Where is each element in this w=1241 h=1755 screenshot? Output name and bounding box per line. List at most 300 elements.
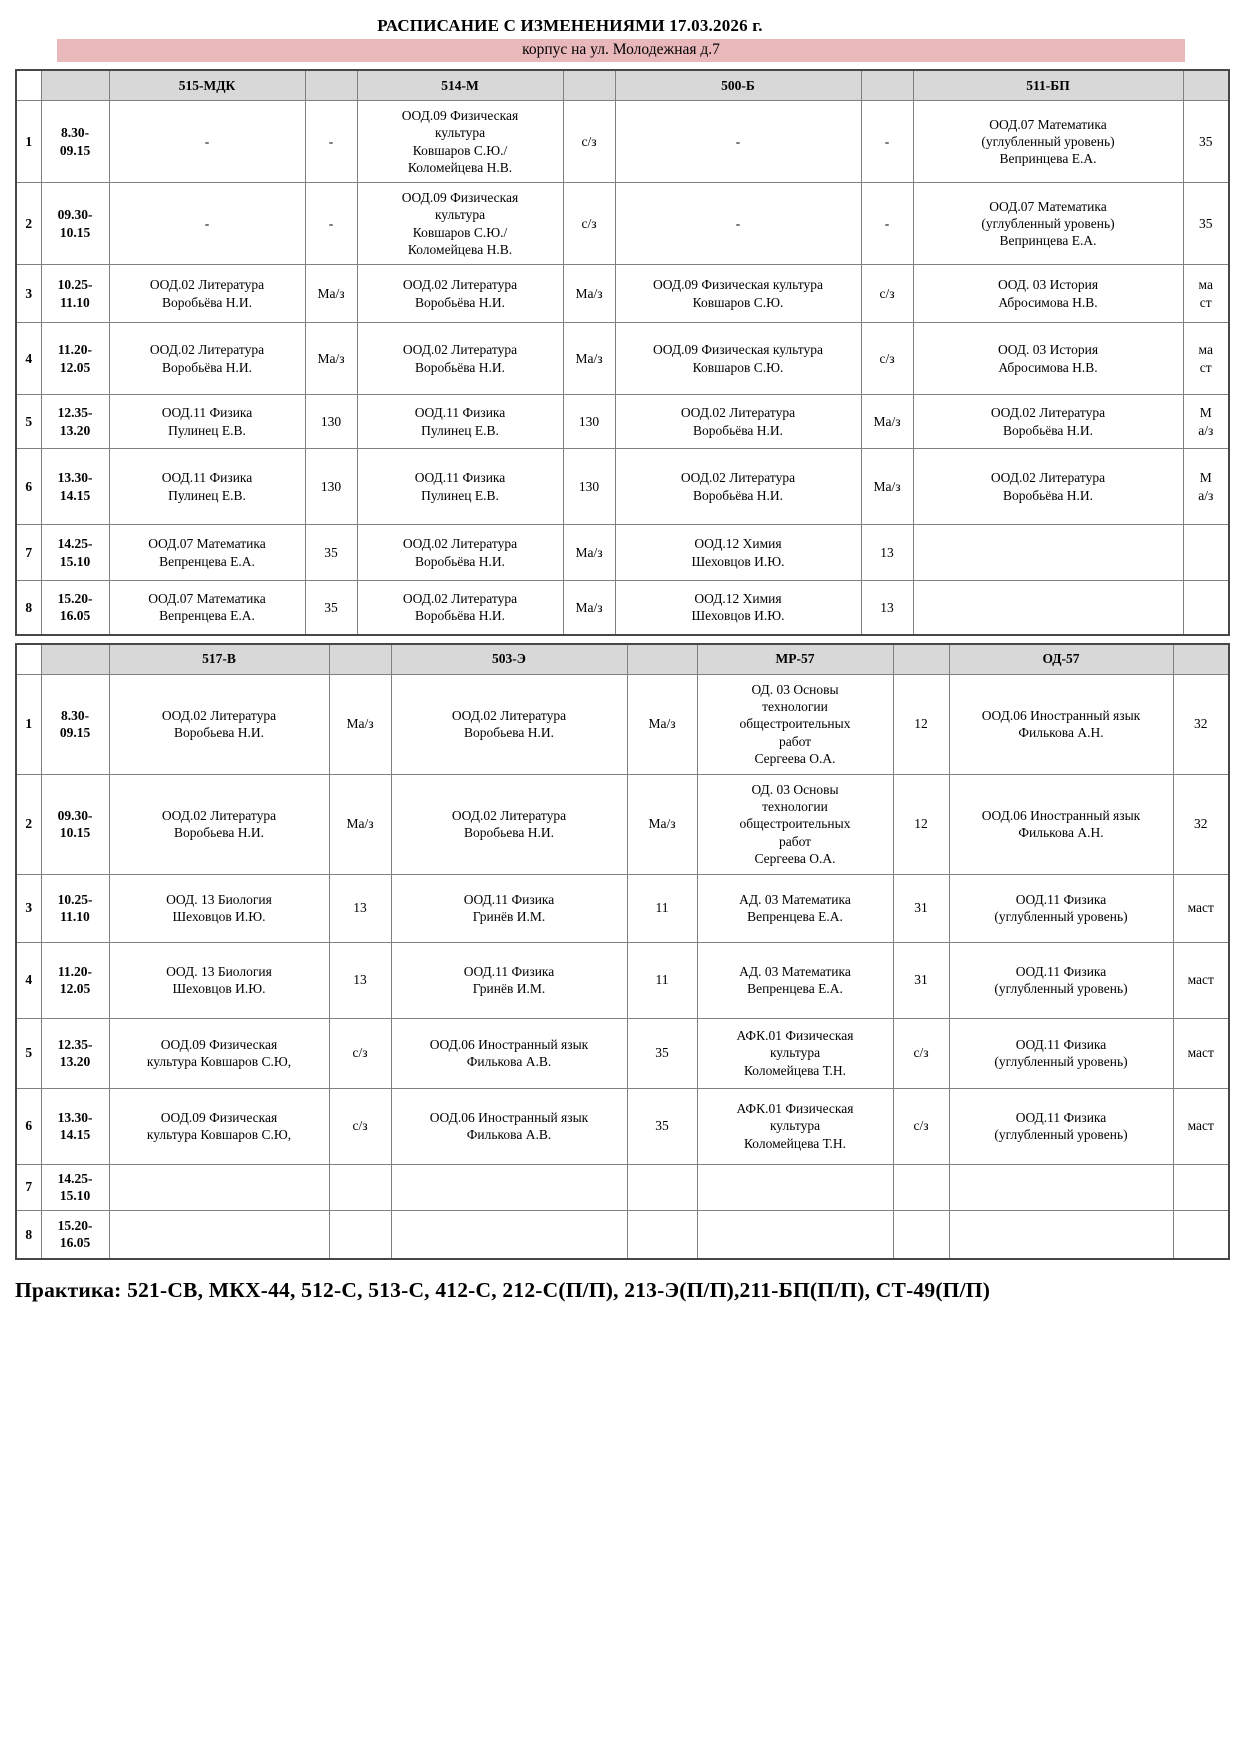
lesson-row xyxy=(16,449,1229,525)
lesson-line: ООД.02 Литература xyxy=(149,342,265,358)
lesson-number: 2 xyxy=(16,774,41,874)
lesson-line: Сергеева О.А. xyxy=(754,850,836,866)
lesson-line: - xyxy=(204,215,210,231)
header-room-cell xyxy=(1183,70,1229,101)
lesson-cell xyxy=(697,942,893,1018)
lesson-line: Воробьева Н.И. xyxy=(463,725,555,740)
lesson-cell xyxy=(357,581,563,635)
lesson-row xyxy=(16,265,1229,323)
lesson-line: Коломейцева Т.Н. xyxy=(743,1135,847,1151)
lesson-line: Вепренцева Е.А. xyxy=(159,553,255,569)
lesson-number: 8 xyxy=(16,1210,41,1259)
lesson-line: технологии xyxy=(762,699,828,715)
lesson-line: ООД.09 Физическая xyxy=(401,189,519,205)
room-line: 31 xyxy=(914,900,928,916)
lesson-line: ООД.02 Литература xyxy=(990,470,1106,486)
lesson-cell xyxy=(949,1164,1173,1210)
group-name-header: МР-57 xyxy=(697,644,893,675)
room-line: - xyxy=(328,215,334,231)
lesson-line: ООД.11 Физика xyxy=(463,891,555,907)
room-line: с/з xyxy=(913,1045,929,1061)
lesson-line: общестроительных xyxy=(739,816,851,832)
lesson-cell xyxy=(391,1164,627,1210)
lesson-line: ООД.06 Иностранный язык xyxy=(981,707,1141,723)
time-line: 15.20- xyxy=(57,1217,93,1233)
time-slot xyxy=(41,1088,109,1164)
room-line: Ма/з xyxy=(873,478,901,494)
group-name-header: 517-В xyxy=(109,644,329,675)
lesson-cell xyxy=(697,1088,893,1164)
room-cell xyxy=(861,101,913,183)
lesson-cell xyxy=(109,874,329,942)
room-line: Ма/з xyxy=(317,285,345,301)
lesson-row xyxy=(16,1018,1229,1088)
lesson-line: ООД.11 Физика xyxy=(161,470,253,486)
room-line: 13 xyxy=(880,599,894,615)
lesson-line: Коломейцева Т.Н. xyxy=(743,1062,847,1078)
room-line: Ма/з xyxy=(346,816,374,832)
room-line: маст xyxy=(1187,972,1214,988)
lesson-line: Шеховцов И.Ю. xyxy=(172,909,266,924)
time-slot xyxy=(41,525,109,581)
lesson-cell xyxy=(391,874,627,942)
lesson-line: Воробьёва Н.И. xyxy=(1002,422,1094,438)
lesson-line: Пулинец Е.В. xyxy=(421,487,499,503)
lesson-line: ООД.07 Математика xyxy=(148,590,266,606)
lesson-cell xyxy=(615,581,861,635)
lesson-line: Воробьёва Н.И. xyxy=(414,608,506,624)
room-cell xyxy=(1183,395,1229,449)
header-room-cell xyxy=(329,644,391,675)
time-line: 12.05 xyxy=(59,981,91,996)
room-line: 13 xyxy=(353,972,367,988)
header-blank-cell xyxy=(41,70,109,101)
room-line: с/з xyxy=(581,215,597,231)
lesson-cell xyxy=(109,1088,329,1164)
header-room-cell xyxy=(563,70,615,101)
group-name-header: 515-МДК xyxy=(109,70,305,101)
room-line: 35 xyxy=(324,599,338,615)
lesson-line: (углубленный уровень) xyxy=(981,133,1115,149)
room-line: 11 xyxy=(655,900,669,916)
room-line: 130 xyxy=(320,478,342,494)
room-line: - xyxy=(884,133,890,149)
lesson-line: общестроительных xyxy=(739,716,851,732)
room-cell xyxy=(305,265,357,323)
time-line: 11.20- xyxy=(57,342,93,358)
lesson-line: ООД.09 Физическая xyxy=(160,1036,278,1052)
lesson-line: ООД.06 Иностранный язык xyxy=(429,1036,589,1052)
lesson-line: (углубленный уровень) xyxy=(994,1054,1128,1069)
lesson-line: Абросимова Н.В. xyxy=(998,294,1098,310)
lesson-row xyxy=(16,525,1229,581)
group-name-header: ОД-57 xyxy=(949,644,1173,675)
lesson-cell xyxy=(391,774,627,874)
lesson-cell xyxy=(913,581,1183,635)
lesson-cell xyxy=(109,183,305,265)
room-line: Ма/з xyxy=(575,544,603,560)
lesson-cell xyxy=(949,942,1173,1018)
time-line: 14.15 xyxy=(59,1127,91,1142)
time-line: 16.05 xyxy=(59,608,91,624)
lesson-cell xyxy=(357,525,563,581)
lesson-line: ООД. 13 Биология xyxy=(166,891,272,907)
lesson-row xyxy=(16,874,1229,942)
lesson-line: ООД.02 Литература xyxy=(680,405,796,421)
lesson-cell xyxy=(109,1164,329,1210)
lesson-number: 6 xyxy=(16,449,41,525)
lesson-number: 3 xyxy=(16,265,41,323)
lesson-line: Гринёв И.М. xyxy=(472,909,546,924)
campus-banner: корпус на ул. Молодежная д.7 xyxy=(57,39,1185,62)
lesson-line: Пулинец Е.В. xyxy=(421,422,499,438)
lesson-cell xyxy=(913,101,1183,183)
lesson-cell xyxy=(109,942,329,1018)
lesson-cell xyxy=(357,265,563,323)
schedule-table-1 xyxy=(15,69,1230,636)
room-cell xyxy=(329,774,391,874)
room-cell xyxy=(861,525,913,581)
lesson-line: Шеховцов И.Ю. xyxy=(691,608,785,624)
lesson-line: ООД.07 Математика xyxy=(148,536,266,552)
lesson-cell xyxy=(949,674,1173,774)
header-blank-cell xyxy=(16,70,41,101)
lesson-line: культура xyxy=(434,207,486,223)
time-line: 11.10 xyxy=(60,909,90,924)
room-cell xyxy=(1173,774,1229,874)
lesson-line: Пулинец Е.В. xyxy=(168,487,246,503)
lesson-line: ООД.02 Литература xyxy=(451,807,567,823)
lesson-number: 2 xyxy=(16,183,41,265)
time-line: 12.35- xyxy=(57,1036,93,1052)
lesson-line: ООД.11 Физика xyxy=(414,405,506,421)
lesson-cell xyxy=(697,1164,893,1210)
lesson-row xyxy=(16,1088,1229,1164)
lesson-cell xyxy=(913,525,1183,581)
group-name-header: 503-Э xyxy=(391,644,627,675)
room-line: 35 xyxy=(1199,133,1213,149)
lesson-line: АФК.01 Физическая xyxy=(736,1028,854,1044)
time-slot xyxy=(41,323,109,395)
time-slot xyxy=(41,774,109,874)
room-line: М xyxy=(1199,470,1212,486)
lesson-line: ОД. 03 Основы xyxy=(751,781,839,797)
room-line: - xyxy=(884,215,890,231)
room-cell xyxy=(563,323,615,395)
time-slot xyxy=(41,581,109,635)
room-line: 35 xyxy=(655,1045,669,1061)
time-slot xyxy=(41,1164,109,1210)
lesson-line: АД. 03 Математика xyxy=(739,963,851,979)
lesson-cell xyxy=(949,1210,1173,1259)
lesson-cell xyxy=(913,395,1183,449)
room-cell xyxy=(893,874,949,942)
lesson-cell xyxy=(949,874,1173,942)
room-cell xyxy=(1183,183,1229,265)
group-name-header: 514-М xyxy=(357,70,563,101)
lesson-line: Воробьева Н.И. xyxy=(463,825,555,840)
lesson-cell xyxy=(109,1018,329,1088)
lesson-line: Филькова А.Н. xyxy=(1018,825,1104,840)
lesson-line: Ковшаров С.Ю./ xyxy=(412,224,508,240)
lesson-line: ООД.12 Химия xyxy=(694,590,782,606)
lesson-number: 4 xyxy=(16,323,41,395)
lesson-cell xyxy=(615,101,861,183)
room-line: Ма/з xyxy=(317,350,345,366)
lesson-line: ООД.02 Литература xyxy=(402,277,518,293)
room-line: с/з xyxy=(352,1045,368,1061)
room-cell xyxy=(329,1164,391,1210)
lesson-cell xyxy=(357,101,563,183)
lesson-cell xyxy=(913,265,1183,323)
lesson-cell xyxy=(615,395,861,449)
room-cell xyxy=(861,183,913,265)
lesson-line: ООД.02 Литература xyxy=(161,707,277,723)
room-line: 32 xyxy=(1194,716,1208,732)
lesson-row xyxy=(16,395,1229,449)
lesson-cell xyxy=(357,395,563,449)
lesson-cell xyxy=(615,525,861,581)
lesson-cell xyxy=(697,774,893,874)
page-title: РАСПИСАНИЕ С ИЗМЕНЕНИЯМИ 17.03.2026 г. xyxy=(377,16,763,35)
lesson-line: ООД.02 Литература xyxy=(161,807,277,823)
room-cell xyxy=(1173,942,1229,1018)
time-line: 14.15 xyxy=(59,487,91,503)
header-room-cell xyxy=(1173,644,1229,675)
lesson-line: Вепренцева Е.А. xyxy=(747,909,843,924)
lesson-cell xyxy=(391,1210,627,1259)
group-name-header: 511-БП xyxy=(913,70,1183,101)
room-cell xyxy=(1173,1210,1229,1259)
lesson-line: (углубленный уровень) xyxy=(994,1127,1128,1142)
lesson-line: Шеховцов И.Ю. xyxy=(691,553,785,569)
lesson-line: Коломейцева Н.В. xyxy=(407,159,513,175)
lesson-cell xyxy=(615,265,861,323)
lesson-line: ООД.09 Физическая культура xyxy=(653,342,823,358)
time-line: 14.25- xyxy=(57,1170,93,1186)
group-header-row xyxy=(16,70,1229,101)
time-line: 11.10 xyxy=(60,294,90,310)
lesson-line: Воробьёва Н.И. xyxy=(414,294,506,310)
lesson-line: Воробьёва Н.И. xyxy=(692,422,784,438)
lesson-line: (углубленный уровень) xyxy=(994,981,1128,996)
schedule-table-2 xyxy=(15,643,1230,1261)
lesson-cell xyxy=(949,1088,1173,1164)
lesson-cell xyxy=(697,1018,893,1088)
lesson-line: ООД.02 Литература xyxy=(402,342,518,358)
room-line: 35 xyxy=(324,544,338,560)
time-line: 11.20- xyxy=(57,963,93,979)
room-line: Ма/з xyxy=(873,413,901,429)
room-cell xyxy=(563,265,615,323)
room-cell xyxy=(627,1018,697,1088)
lesson-line: Гринёв И.М. xyxy=(472,981,546,996)
room-cell xyxy=(329,874,391,942)
time-line: 09.30- xyxy=(57,807,93,823)
time-slot xyxy=(41,449,109,525)
room-line: а/з xyxy=(1198,422,1214,438)
time-line: 12.35- xyxy=(57,405,93,421)
lesson-cell xyxy=(913,323,1183,395)
lesson-line: ООД.11 Физика xyxy=(1015,963,1107,979)
time-slot xyxy=(41,183,109,265)
time-slot xyxy=(41,395,109,449)
lesson-number: 8 xyxy=(16,581,41,635)
lesson-cell xyxy=(109,525,305,581)
room-cell xyxy=(1183,265,1229,323)
lesson-line: ООД.12 Химия xyxy=(694,536,782,552)
room-cell xyxy=(329,1088,391,1164)
lesson-row xyxy=(16,183,1229,265)
lesson-line: АФК.01 Физическая xyxy=(736,1101,854,1117)
room-line: ст xyxy=(1199,294,1212,310)
room-cell xyxy=(893,774,949,874)
lesson-line: Воробьёва Н.И. xyxy=(414,553,506,569)
lesson-line: культура Ковшаров С.Ю, xyxy=(146,1127,292,1142)
room-cell xyxy=(893,1088,949,1164)
room-cell xyxy=(861,265,913,323)
lesson-line: ООД.06 Иностранный язык xyxy=(429,1109,589,1125)
lesson-row xyxy=(16,1164,1229,1210)
lesson-line: Филькова А.В. xyxy=(466,1054,552,1069)
header-room-cell xyxy=(861,70,913,101)
lesson-line: ООД. 03 История xyxy=(997,277,1099,293)
lesson-line: Вепренцева Е.А. xyxy=(159,608,255,624)
header-room-cell xyxy=(305,70,357,101)
room-line: 35 xyxy=(1199,215,1213,231)
lesson-line: ООД.02 Литература xyxy=(451,707,567,723)
room-cell xyxy=(893,1164,949,1210)
room-cell xyxy=(1173,1164,1229,1210)
lesson-line: ООД.11 Физика xyxy=(161,405,253,421)
lesson-number: 6 xyxy=(16,1088,41,1164)
time-line: 10.15 xyxy=(59,825,91,840)
room-line: 130 xyxy=(578,478,600,494)
room-cell xyxy=(305,323,357,395)
lesson-cell xyxy=(697,874,893,942)
room-line: а/з xyxy=(1198,487,1214,503)
lesson-line: ООД.11 Физика xyxy=(1015,1036,1107,1052)
time-slot xyxy=(41,1210,109,1259)
room-cell xyxy=(861,449,913,525)
time-line: 13.20 xyxy=(59,1054,91,1069)
time-line: 10.15 xyxy=(59,224,91,240)
room-cell xyxy=(563,183,615,265)
room-cell xyxy=(305,525,357,581)
lesson-line: ООД.02 Литература xyxy=(402,590,518,606)
lesson-cell xyxy=(615,323,861,395)
room-cell xyxy=(305,395,357,449)
lesson-row xyxy=(16,581,1229,635)
header-blank-cell xyxy=(16,644,41,675)
room-line: с/з xyxy=(879,285,895,301)
room-line: 31 xyxy=(914,972,928,988)
room-line: 130 xyxy=(578,413,600,429)
lesson-number: 5 xyxy=(16,395,41,449)
room-cell xyxy=(1183,449,1229,525)
lesson-line: Пулинец Е.В. xyxy=(168,422,246,438)
room-line: ма xyxy=(1198,277,1213,293)
lesson-line: (углубленный уровень) xyxy=(994,909,1128,924)
room-line: с/з xyxy=(913,1118,929,1134)
lesson-row xyxy=(16,1210,1229,1259)
room-line: 35 xyxy=(655,1118,669,1134)
room-line: 13 xyxy=(880,544,894,560)
room-line: маст xyxy=(1187,1118,1214,1134)
lesson-line: Филькова А.В. xyxy=(466,1127,552,1142)
room-cell xyxy=(563,395,615,449)
room-cell xyxy=(1173,1018,1229,1088)
lesson-line: Абросимова Н.В. xyxy=(998,359,1098,375)
room-cell xyxy=(893,674,949,774)
lesson-line: культура xyxy=(769,1045,821,1061)
header-room-cell xyxy=(627,644,697,675)
lesson-line: ООД. 03 История xyxy=(997,342,1099,358)
lesson-cell xyxy=(109,1210,329,1259)
time-line: 8.30- xyxy=(60,125,90,141)
lesson-line: Воробьёва Н.И. xyxy=(1002,487,1094,503)
lesson-cell xyxy=(109,101,305,183)
room-cell xyxy=(305,183,357,265)
room-line: Ма/з xyxy=(648,816,676,832)
room-line: 11 xyxy=(655,972,669,988)
room-line: 32 xyxy=(1194,816,1208,832)
lesson-line: - xyxy=(204,133,210,149)
room-line: Ма/з xyxy=(575,599,603,615)
room-cell xyxy=(1173,874,1229,942)
room-cell xyxy=(563,449,615,525)
lesson-number: 7 xyxy=(16,525,41,581)
lesson-number: 3 xyxy=(16,874,41,942)
lesson-line: ООД.07 Математика xyxy=(989,198,1107,214)
lesson-line: Ковшаров С.Ю. xyxy=(692,294,784,310)
lesson-line: Воробьёва Н.И. xyxy=(161,359,253,375)
lesson-line: ООД.07 Математика xyxy=(989,116,1107,132)
room-cell xyxy=(563,101,615,183)
room-cell xyxy=(1173,674,1229,774)
lesson-cell xyxy=(357,449,563,525)
lesson-cell xyxy=(391,1088,627,1164)
room-cell xyxy=(627,1210,697,1259)
room-cell xyxy=(563,525,615,581)
lesson-cell xyxy=(391,942,627,1018)
time-slot xyxy=(41,1018,109,1088)
lesson-cell xyxy=(949,1018,1173,1088)
group-name-header: 500-Б xyxy=(615,70,861,101)
lesson-line: - xyxy=(735,133,741,149)
lesson-line: Сергеева О.А. xyxy=(754,750,836,766)
room-line: М xyxy=(1199,405,1212,421)
lesson-cell xyxy=(109,395,305,449)
lesson-number: 7 xyxy=(16,1164,41,1210)
time-line: 15.10 xyxy=(59,1188,91,1203)
lesson-line: Ковшаров С.Ю. xyxy=(692,359,784,375)
lesson-line: Воробьева Н.И. xyxy=(173,725,265,740)
lesson-line: ООД.02 Литература xyxy=(990,405,1106,421)
lesson-line: АД. 03 Математика xyxy=(739,891,851,907)
lesson-number: 1 xyxy=(16,674,41,774)
room-line: с/з xyxy=(581,133,597,149)
room-line: с/з xyxy=(879,350,895,366)
room-cell xyxy=(305,581,357,635)
lesson-number: 5 xyxy=(16,1018,41,1088)
lesson-line: ООД.11 Физика xyxy=(414,470,506,486)
lesson-line: ООД.11 Физика xyxy=(463,963,555,979)
lesson-line: ООД.06 Иностранный язык xyxy=(981,807,1141,823)
room-line: маст xyxy=(1187,900,1214,916)
lesson-line: ООД.09 Физическая xyxy=(401,107,519,123)
room-cell xyxy=(861,581,913,635)
